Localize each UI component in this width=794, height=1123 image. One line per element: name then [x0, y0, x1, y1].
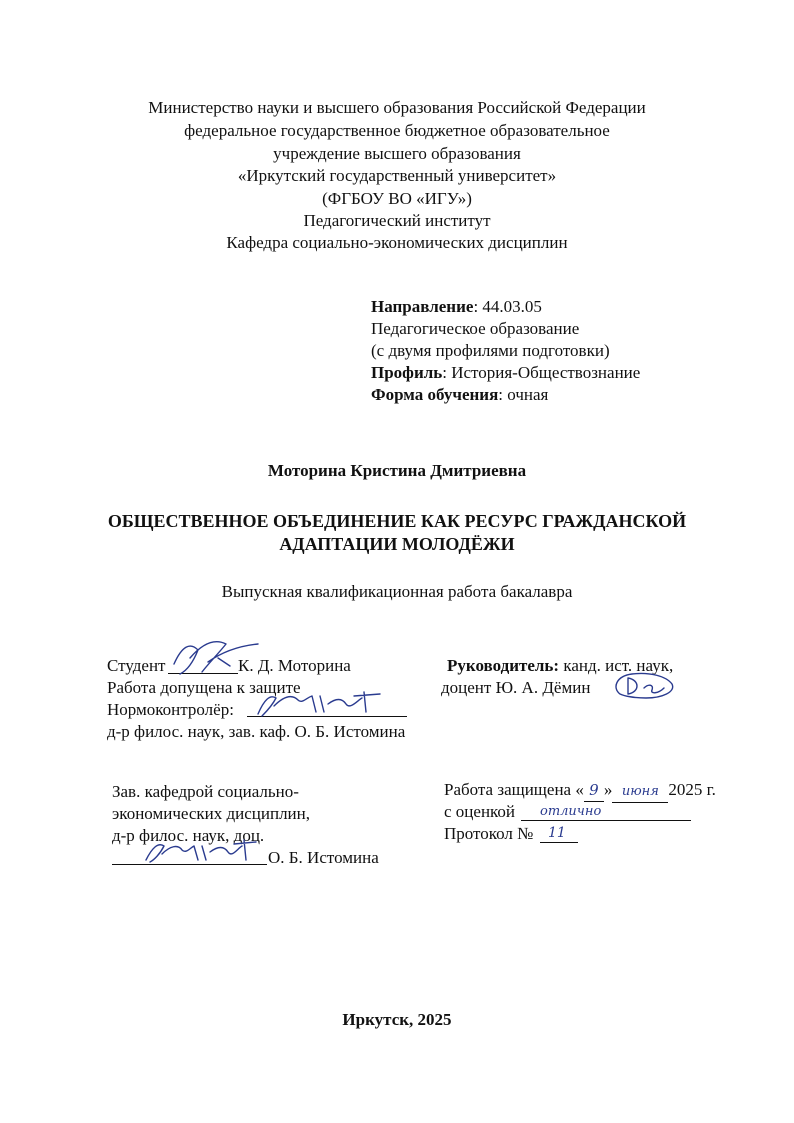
profile-value: : История-Обществознание — [442, 363, 641, 382]
protocol-label: Протокол № — [444, 824, 534, 843]
study-form-line — [371, 384, 548, 405]
city-year: Иркутск, 2025 — [342, 1010, 452, 1029]
normocontroller-info: д-р филос. наук, зав. каф. О. Б. Истомина — [107, 722, 406, 741]
study-form-value: : очная — [498, 385, 549, 404]
header-line-department: Кафедра социально-экономических дисциплин — [226, 233, 568, 252]
author-name: Моторина Кристина Дмитриевна — [267, 461, 527, 480]
defense-day: 9 — [584, 780, 604, 802]
header-line-institution-type: федеральное государственное бюджетное образовательное — [184, 121, 610, 140]
header-line-ministry: Министерство науки и высшего образования Российской Федерации — [148, 98, 646, 117]
defense-prefix: Работа защищена « — [444, 780, 584, 799]
normocontroller-label: Нормоконтролёр: — [107, 700, 234, 719]
header-line-education: учреждение высшего образования — [273, 144, 521, 163]
admitted-to-defense: Работа допущена к защите — [107, 678, 301, 697]
head-line-1: Зав. кафедрой социально- — [112, 782, 299, 801]
protocol-number: 11 — [548, 825, 566, 841]
supervisor-degree: канд. ист. наук, — [559, 656, 674, 675]
direction-value: : 44.03.05 — [473, 297, 542, 316]
student-name: К. Д. Моторина — [238, 656, 351, 675]
normocontroller-signature — [250, 686, 400, 720]
head-name: О. Б. Истомина — [268, 848, 379, 867]
header-line-institute: Педагогический институт — [303, 211, 491, 230]
grade-value: отлично — [540, 804, 602, 819]
supervisor-label: Руководитель: — [447, 656, 560, 675]
direction-label: Направление — [371, 297, 474, 316]
profile-line — [371, 362, 640, 383]
title-line-2: АДАПТАЦИИ МОЛОДЁЖИ — [279, 534, 515, 554]
defense-year: 2025 г. — [668, 780, 716, 799]
defense-date-line — [444, 779, 716, 803]
head-line-2: экономических дисциплин, — [112, 804, 311, 823]
header-line-abbr: (ФГБОУ ВО «ИГУ») — [322, 189, 472, 208]
profile-label: Профиль — [371, 363, 443, 382]
head-signature — [140, 836, 260, 866]
defense-month: июня — [612, 781, 668, 803]
direction-name: Педагогическое образование — [371, 319, 580, 338]
grade-line — [521, 820, 691, 821]
supervisor-signature — [606, 666, 686, 706]
direction-line — [371, 296, 542, 317]
header-line-university: «Иркутский государственный университет» — [237, 166, 557, 185]
grade-label: с оценкой — [444, 802, 516, 821]
head-line-3: д-р филос. наук, доц. — [112, 826, 265, 845]
work-type: Выпускная квалификационная работа бакалавра — [221, 582, 573, 601]
study-form-label: Форма обучения — [371, 385, 499, 404]
direction-note: (с двумя профилями подготовки) — [371, 341, 610, 360]
student-label: Студент — [107, 656, 166, 675]
supervisor-name: доцент Ю. А. Дёмин — [441, 678, 591, 697]
protocol-line — [540, 842, 578, 843]
defense-mid: » — [603, 780, 613, 799]
title-line-1: ОБЩЕСТВЕННОЕ ОБЪЕДИНЕНИЕ КАК РЕСУРС ГРАЖДАНСКОЙ — [107, 511, 687, 531]
